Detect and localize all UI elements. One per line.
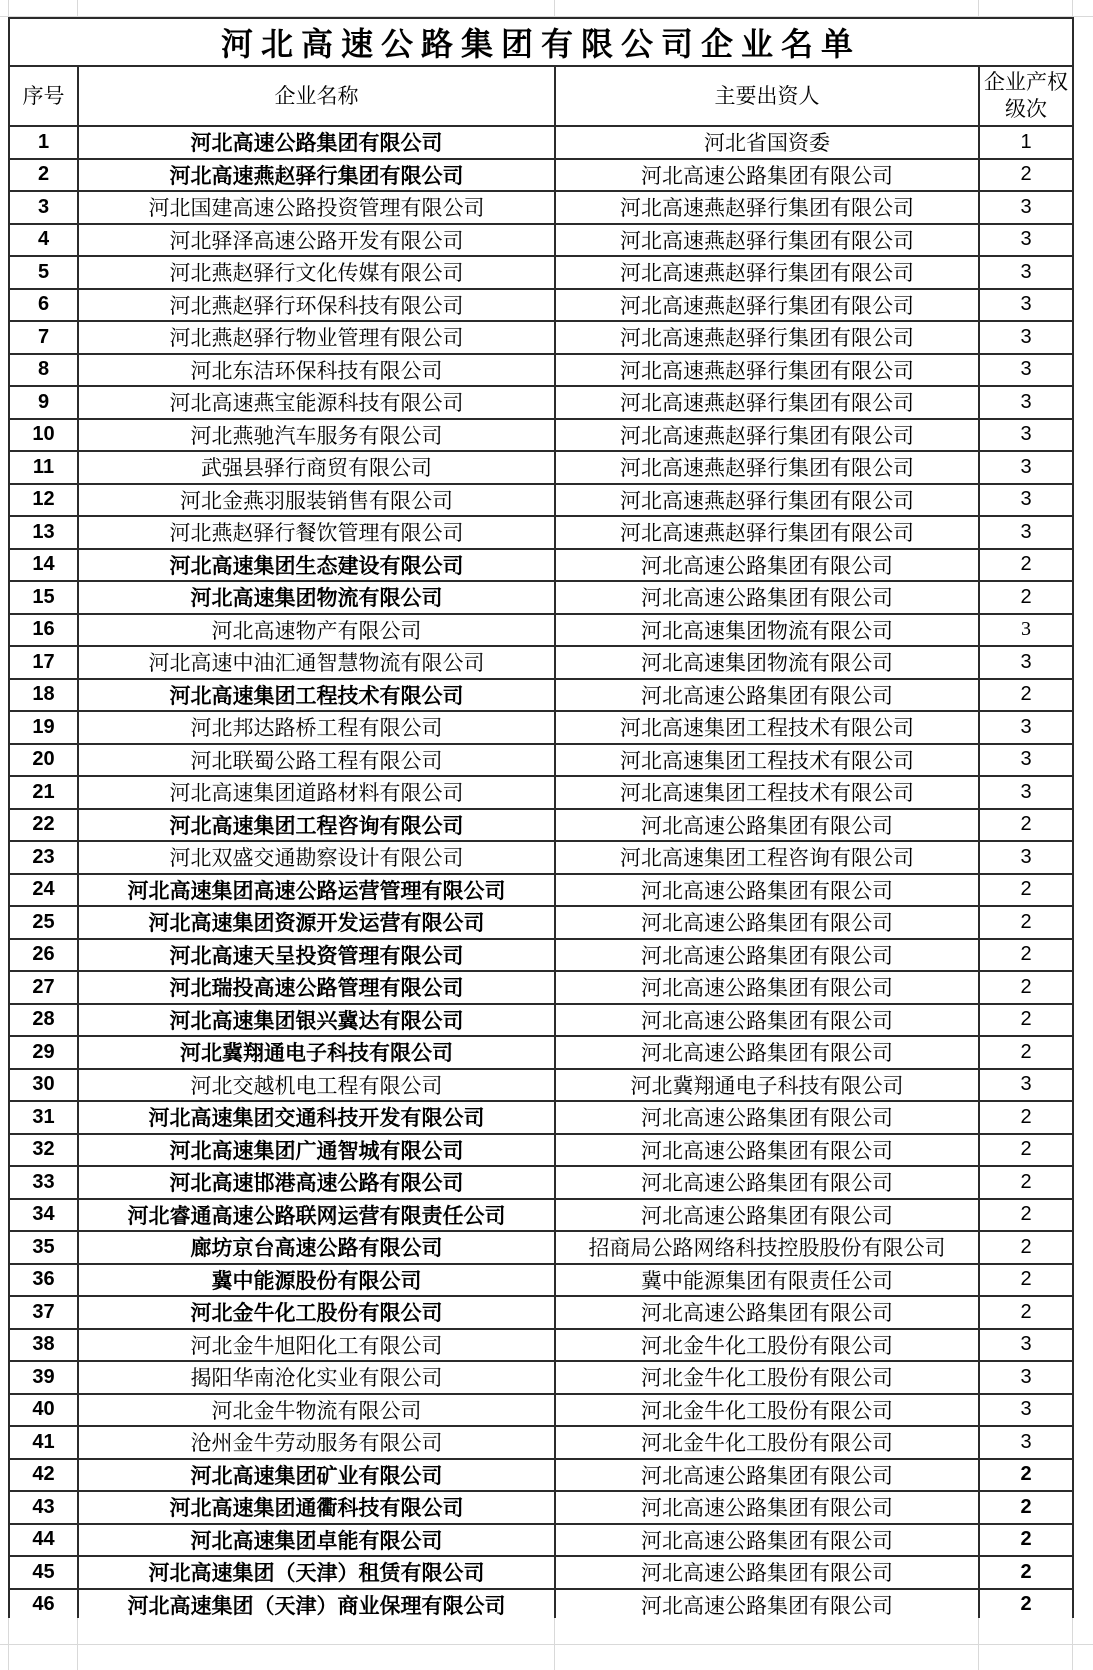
column-header-index[interactable]: 序号: [9, 66, 78, 126]
cell-equity-level[interactable]: 3: [979, 1394, 1073, 1427]
cell-investor[interactable]: 河北高速公路集团有限公司: [555, 874, 979, 907]
cell-row-number[interactable]: 29: [9, 1036, 78, 1069]
cell-investor[interactable]: 招商局公路网络科技控股股份有限公司: [555, 1231, 979, 1264]
cell-company-name[interactable]: 河北驿泽高速公路开发有限公司: [78, 224, 555, 257]
cell-company-name[interactable]: 揭阳华南沧化实业有限公司: [78, 1361, 555, 1394]
cell-investor[interactable]: 河北高速公路集团有限公司: [555, 971, 979, 1004]
table-row: [9, 321, 1073, 354]
cell-investor[interactable]: 河北金牛化工股份有限公司: [555, 1329, 979, 1362]
cell-company-name[interactable]: 河北交越机电工程有限公司: [78, 1069, 555, 1102]
cell-company-name[interactable]: 河北金牛化工股份有限公司: [78, 1296, 555, 1329]
cell-company-name[interactable]: 河北高速邯港高速公路有限公司: [78, 1166, 555, 1199]
cell-investor[interactable]: 河北省国资委: [555, 126, 979, 159]
cell-row-number[interactable]: 35: [9, 1231, 78, 1264]
table-row: [9, 1491, 1073, 1524]
cell-investor[interactable]: 河北高速燕赵驿行集团有限公司: [555, 419, 979, 452]
cell-row-number[interactable]: 42: [9, 1459, 78, 1492]
table-row: [9, 776, 1073, 809]
cell-equity-level[interactable]: 3: [979, 451, 1073, 484]
cell-equity-level[interactable]: 3: [979, 1069, 1073, 1102]
cell-company-name[interactable]: 河北高速集团银兴冀达有限公司: [78, 1004, 555, 1037]
cell-investor[interactable]: 河北高速公路集团有限公司: [555, 1556, 979, 1589]
gridline-vertical: [1072, 0, 1073, 16]
column-header-level-line2: 级次: [1005, 98, 1047, 121]
gridline-vertical: [554, 1618, 555, 1670]
cell-equity-level[interactable]: 2: [979, 1459, 1073, 1492]
table-row: [9, 1101, 1073, 1134]
cell-investor[interactable]: 河北高速燕赵驿行集团有限公司: [555, 354, 979, 387]
table-row: [9, 744, 1073, 777]
table-row: [9, 1199, 1073, 1232]
cell-row-number[interactable]: 10: [9, 419, 78, 452]
cell-company-name[interactable]: 河北高速公路集团有限公司: [78, 126, 555, 159]
cell-investor[interactable]: 冀中能源集团有限责任公司: [555, 1264, 979, 1297]
table-row: [9, 1459, 1073, 1492]
cell-equity-level[interactable]: 2: [979, 1556, 1073, 1589]
table-row: [9, 126, 1073, 159]
cell-row-number[interactable]: 30: [9, 1069, 78, 1102]
cell-equity-level[interactable]: 2: [979, 1589, 1073, 1622]
cell-row-number[interactable]: 31: [9, 1101, 78, 1134]
cell-equity-level[interactable]: 3: [979, 224, 1073, 257]
cell-equity-level[interactable]: 1: [979, 126, 1073, 159]
cell-row-number[interactable]: 25: [9, 906, 78, 939]
cell-company-name[interactable]: 河北高速集团资源开发运营有限公司: [78, 906, 555, 939]
cell-investor[interactable]: 河北高速集团物流有限公司: [555, 614, 979, 647]
cell-row-number[interactable]: 28: [9, 1004, 78, 1037]
table-row: [9, 581, 1073, 614]
cell-investor[interactable]: 河北高速集团物流有限公司: [555, 646, 979, 679]
cell-equity-level[interactable]: 3: [979, 711, 1073, 744]
cell-investor[interactable]: 河北高速公路集团有限公司: [555, 581, 979, 614]
cell-company-name[interactable]: 河北高速集团交通科技开发有限公司: [78, 1101, 555, 1134]
sheet-title[interactable]: 河北高速公路集团有限公司企业名单: [9, 18, 1073, 66]
cell-row-number[interactable]: 37: [9, 1296, 78, 1329]
gridline-vertical: [8, 0, 9, 16]
cell-company-name[interactable]: 河北高速燕赵驿行集团有限公司: [78, 159, 555, 192]
table-row: [9, 159, 1073, 192]
cell-equity-level[interactable]: 2: [979, 906, 1073, 939]
cell-equity-level[interactable]: 3: [979, 289, 1073, 322]
cell-equity-level[interactable]: 3: [979, 484, 1073, 517]
cell-row-number[interactable]: 27: [9, 971, 78, 1004]
table-row: [9, 256, 1073, 289]
cell-equity-level[interactable]: 2: [979, 159, 1073, 192]
cell-row-number[interactable]: 1: [9, 126, 78, 159]
cell-company-name[interactable]: 河北高速集团生态建设有限公司: [78, 549, 555, 582]
cell-equity-level[interactable]: 2: [979, 1134, 1073, 1167]
cell-row-number[interactable]: 33: [9, 1166, 78, 1199]
cell-row-number[interactable]: 41: [9, 1426, 78, 1459]
table-row: [9, 1589, 1073, 1622]
table-row: [9, 1036, 1073, 1069]
cell-investor[interactable]: 河北高速集团工程技术有限公司: [555, 744, 979, 777]
cell-row-number[interactable]: 40: [9, 1394, 78, 1427]
cell-company-name[interactable]: 河北高速中油汇通智慧物流有限公司: [78, 646, 555, 679]
cell-equity-level[interactable]: 2: [979, 809, 1073, 842]
cell-equity-level[interactable]: 2: [979, 1101, 1073, 1134]
cell-equity-level[interactable]: 2: [979, 971, 1073, 1004]
gridline-vertical: [77, 0, 78, 16]
table-row: [9, 1004, 1073, 1037]
table-row: [9, 1296, 1073, 1329]
cell-company-name[interactable]: 河北高速集团高速公路运营管理有限公司: [78, 874, 555, 907]
cell-investor[interactable]: 河北金牛化工股份有限公司: [555, 1361, 979, 1394]
cell-equity-level[interactable]: 2: [979, 679, 1073, 712]
cell-investor[interactable]: 河北高速燕赵驿行集团有限公司: [555, 224, 979, 257]
table-row: [9, 1361, 1073, 1394]
cell-equity-level[interactable]: 3: [979, 256, 1073, 289]
cell-investor[interactable]: 河北高速燕赵驿行集团有限公司: [555, 191, 979, 224]
cell-company-name[interactable]: 河北邦达路桥工程有限公司: [78, 711, 555, 744]
cell-company-name[interactable]: 河北金牛物流有限公司: [78, 1394, 555, 1427]
cell-row-number[interactable]: 38: [9, 1329, 78, 1362]
cell-investor[interactable]: 河北高速公路集团有限公司: [555, 939, 979, 972]
cell-equity-level[interactable]: 3: [979, 744, 1073, 777]
table-body: [9, 126, 1073, 1621]
cell-investor[interactable]: 河北高速公路集团有限公司: [555, 1134, 979, 1167]
cell-equity-level[interactable]: 2: [979, 1524, 1073, 1557]
cell-equity-level[interactable]: 3: [979, 646, 1073, 679]
gridline-vertical: [1072, 1618, 1073, 1670]
header-row: [9, 66, 1073, 126]
cell-row-number[interactable]: 14: [9, 549, 78, 582]
gridline-vertical: [77, 1618, 78, 1670]
cell-investor[interactable]: 河北高速燕赵驿行集团有限公司: [555, 451, 979, 484]
table-row: [9, 939, 1073, 972]
cell-investor[interactable]: 河北高速公路集团有限公司: [555, 1524, 979, 1557]
cell-row-number[interactable]: 36: [9, 1264, 78, 1297]
cell-company-name[interactable]: 廊坊京台高速公路有限公司: [78, 1231, 555, 1264]
cell-equity-level[interactable]: 3: [979, 776, 1073, 809]
cell-row-number[interactable]: 12: [9, 484, 78, 517]
table-row: [9, 484, 1073, 517]
cell-investor[interactable]: 河北高速公路集团有限公司: [555, 1589, 979, 1622]
cell-row-number[interactable]: 21: [9, 776, 78, 809]
table-row: [9, 1231, 1073, 1264]
cell-equity-level[interactable]: 2: [979, 1199, 1073, 1232]
cell-equity-level[interactable]: 3: [979, 419, 1073, 452]
cell-company-name[interactable]: 河北高速集团工程技术有限公司: [78, 679, 555, 712]
cell-company-name[interactable]: 河北联蜀公路工程有限公司: [78, 744, 555, 777]
cell-row-number[interactable]: 22: [9, 809, 78, 842]
cell-company-name[interactable]: 河北金牛旭阳化工有限公司: [78, 1329, 555, 1362]
column-header-investor[interactable]: 主要出资人: [555, 66, 979, 126]
sheet-gridlines-top: [0, 0, 1093, 17]
cell-equity-level[interactable]: 3: [979, 614, 1073, 647]
cell-row-number[interactable]: 46: [9, 1589, 78, 1622]
cell-company-name[interactable]: 河北金燕羽服装销售有限公司: [78, 484, 555, 517]
cell-company-name[interactable]: 河北高速集团卓能有限公司: [78, 1524, 555, 1557]
table-row: [9, 1394, 1073, 1427]
table-row: [9, 289, 1073, 322]
cell-equity-level[interactable]: 3: [979, 321, 1073, 354]
cell-company-name[interactable]: 河北高速物产有限公司: [78, 614, 555, 647]
cell-investor[interactable]: 河北高速公路集团有限公司: [555, 159, 979, 192]
cell-company-name[interactable]: 河北燕赵驿行餐饮管理有限公司: [78, 516, 555, 549]
cell-company-name[interactable]: 冀中能源股份有限公司: [78, 1264, 555, 1297]
cell-investor[interactable]: 河北冀翔通电子科技有限公司: [555, 1069, 979, 1102]
cell-row-number[interactable]: 2: [9, 159, 78, 192]
table-row: [9, 1524, 1073, 1557]
cell-row-number[interactable]: 15: [9, 581, 78, 614]
cell-equity-level[interactable]: 2: [979, 1036, 1073, 1069]
cell-row-number[interactable]: 26: [9, 939, 78, 972]
cell-investor[interactable]: 河北高速公路集团有限公司: [555, 1101, 979, 1134]
cell-row-number[interactable]: 19: [9, 711, 78, 744]
cell-row-number[interactable]: 17: [9, 646, 78, 679]
title-row: [9, 18, 1073, 66]
cell-company-name[interactable]: 河北燕驰汽车服务有限公司: [78, 419, 555, 452]
cell-row-number[interactable]: 20: [9, 744, 78, 777]
cell-row-number[interactable]: 13: [9, 516, 78, 549]
cell-equity-level[interactable]: 2: [979, 939, 1073, 972]
table-row: [9, 516, 1073, 549]
cell-investor[interactable]: 河北高速燕赵驿行集团有限公司: [555, 386, 979, 419]
cell-row-number[interactable]: 11: [9, 451, 78, 484]
cell-company-name[interactable]: 河北高速集团（天津）商业保理有限公司: [78, 1589, 555, 1622]
table-row: [9, 451, 1073, 484]
cell-investor[interactable]: 河北高速集团工程技术有限公司: [555, 711, 979, 744]
cell-company-name[interactable]: 河北瑞投高速公路管理有限公司: [78, 971, 555, 1004]
cell-row-number[interactable]: 39: [9, 1361, 78, 1394]
cell-investor[interactable]: 河北高速公路集团有限公司: [555, 1491, 979, 1524]
cell-equity-level[interactable]: 2: [979, 1231, 1073, 1264]
table-row: [9, 614, 1073, 647]
table-row: [9, 354, 1073, 387]
cell-equity-level[interactable]: 2: [979, 1166, 1073, 1199]
column-header-level-line1: 企业产权: [984, 71, 1068, 94]
cell-company-name[interactable]: 河北高速集团（天津）租赁有限公司: [78, 1556, 555, 1589]
cell-row-number[interactable]: 5: [9, 256, 78, 289]
table-row: [9, 224, 1073, 257]
cell-row-number[interactable]: 4: [9, 224, 78, 257]
cell-row-number[interactable]: 34: [9, 1199, 78, 1232]
cell-investor[interactable]: 河北高速公路集团有限公司: [555, 549, 979, 582]
gridline-vertical: [978, 1618, 979, 1670]
cell-investor[interactable]: 河北高速集团工程技术有限公司: [555, 776, 979, 809]
cell-company-name[interactable]: 河北高速天呈投资管理有限公司: [78, 939, 555, 972]
cell-investor[interactable]: 河北高速燕赵驿行集团有限公司: [555, 321, 979, 354]
cell-equity-level[interactable]: 3: [979, 354, 1073, 387]
cell-investor[interactable]: 河北高速公路集团有限公司: [555, 1296, 979, 1329]
cell-row-number[interactable]: 23: [9, 841, 78, 874]
column-header-name[interactable]: 企业名称: [78, 66, 555, 126]
cell-company-name[interactable]: 河北睿通高速公路联网运营有限责任公司: [78, 1199, 555, 1232]
cell-row-number[interactable]: 18: [9, 679, 78, 712]
cell-equity-level[interactable]: 2: [979, 874, 1073, 907]
cell-company-name[interactable]: 河北双盛交通勘察设计有限公司: [78, 841, 555, 874]
cell-investor[interactable]: 河北高速燕赵驿行集团有限公司: [555, 289, 979, 322]
gridline-vertical: [978, 0, 979, 16]
cell-equity-level[interactable]: 3: [979, 386, 1073, 419]
enterprise-table: [8, 17, 1074, 1622]
table-row: [9, 809, 1073, 842]
cell-row-number[interactable]: 43: [9, 1491, 78, 1524]
cell-row-number[interactable]: 44: [9, 1524, 78, 1557]
cell-row-number[interactable]: 45: [9, 1556, 78, 1589]
cell-row-number[interactable]: 32: [9, 1134, 78, 1167]
cell-investor[interactable]: 河北高速燕赵驿行集团有限公司: [555, 484, 979, 517]
cell-investor[interactable]: 河北金牛化工股份有限公司: [555, 1426, 979, 1459]
cell-company-name[interactable]: 武强县驿行商贸有限公司: [78, 451, 555, 484]
cell-company-name[interactable]: 沧州金牛劳动服务有限公司: [78, 1426, 555, 1459]
table-row: [9, 971, 1073, 1004]
cell-equity-level[interactable]: 3: [979, 841, 1073, 874]
cell-investor[interactable]: 河北高速燕赵驿行集团有限公司: [555, 516, 979, 549]
cell-company-name[interactable]: 河北高速集团广通智城有限公司: [78, 1134, 555, 1167]
table-row: [9, 679, 1073, 712]
cell-company-name[interactable]: 河北高速集团通衢科技有限公司: [78, 1491, 555, 1524]
table-row: [9, 906, 1073, 939]
table-row: [9, 1134, 1073, 1167]
table-row: [9, 1426, 1073, 1459]
table-row: [9, 1069, 1073, 1102]
cell-company-name[interactable]: 河北高速集团工程咨询有限公司: [78, 809, 555, 842]
gridline-vertical: [8, 1618, 9, 1670]
cell-company-name[interactable]: 河北燕赵驿行文化传媒有限公司: [78, 256, 555, 289]
cell-investor[interactable]: 河北高速公路集团有限公司: [555, 1004, 979, 1037]
cell-investor[interactable]: 河北高速公路集团有限公司: [555, 906, 979, 939]
cell-row-number[interactable]: 9: [9, 386, 78, 419]
cell-equity-level[interactable]: 3: [979, 1361, 1073, 1394]
table-row: [9, 711, 1073, 744]
gridline-vertical: [554, 0, 555, 16]
cell-row-number[interactable]: 3: [9, 191, 78, 224]
cell-company-name[interactable]: 河北高速集团物流有限公司: [78, 581, 555, 614]
cell-investor[interactable]: 河北高速公路集团有限公司: [555, 1166, 979, 1199]
cell-investor[interactable]: 河北高速公路集团有限公司: [555, 1199, 979, 1232]
table-row: [9, 1329, 1073, 1362]
table-row: [9, 646, 1073, 679]
cell-equity-level[interactable]: 2: [979, 581, 1073, 614]
cell-company-name[interactable]: 河北高速集团道路材料有限公司: [78, 776, 555, 809]
cell-row-number[interactable]: 24: [9, 874, 78, 907]
cell-equity-level[interactable]: 2: [979, 1296, 1073, 1329]
cell-company-name[interactable]: 河北国建高速公路投资管理有限公司: [78, 191, 555, 224]
cell-equity-level[interactable]: 2: [979, 549, 1073, 582]
cell-investor[interactable]: 河北高速集团工程咨询有限公司: [555, 841, 979, 874]
cell-investor[interactable]: 河北高速公路集团有限公司: [555, 809, 979, 842]
cell-row-number[interactable]: 6: [9, 289, 78, 322]
cell-company-name[interactable]: 河北燕赵驿行物业管理有限公司: [78, 321, 555, 354]
cell-investor[interactable]: 河北高速公路集团有限公司: [555, 1036, 979, 1069]
table-row: [9, 419, 1073, 452]
cell-investor[interactable]: 河北金牛化工股份有限公司: [555, 1394, 979, 1427]
cell-row-number[interactable]: 16: [9, 614, 78, 647]
table-row: [9, 1264, 1073, 1297]
cell-equity-level[interactable]: 3: [979, 1329, 1073, 1362]
table-row: [9, 841, 1073, 874]
sheet-gridlines-bottom: [0, 1618, 1093, 1670]
cell-row-number[interactable]: 8: [9, 354, 78, 387]
cell-equity-level[interactable]: 2: [979, 1491, 1073, 1524]
cell-company-name[interactable]: 河北冀翔通电子科技有限公司: [78, 1036, 555, 1069]
table-row: [9, 386, 1073, 419]
cell-equity-level[interactable]: 3: [979, 1426, 1073, 1459]
cell-investor[interactable]: 河北高速公路集团有限公司: [555, 679, 979, 712]
cell-company-name[interactable]: 河北燕赵驿行环保科技有限公司: [78, 289, 555, 322]
cell-equity-level[interactable]: 3: [979, 516, 1073, 549]
cell-company-name[interactable]: 河北高速集团矿业有限公司: [78, 1459, 555, 1492]
cell-company-name[interactable]: 河北东洁环保科技有限公司: [78, 354, 555, 387]
cell-investor[interactable]: 河北高速公路集团有限公司: [555, 1459, 979, 1492]
cell-equity-level[interactable]: 2: [979, 1264, 1073, 1297]
cell-row-number[interactable]: 7: [9, 321, 78, 354]
table-row: [9, 1166, 1073, 1199]
cell-equity-level[interactable]: 2: [979, 1004, 1073, 1037]
cell-company-name[interactable]: 河北高速燕宝能源科技有限公司: [78, 386, 555, 419]
table-row: [9, 874, 1073, 907]
table-row: [9, 191, 1073, 224]
gridline-horizontal: [0, 1644, 1093, 1645]
column-header-level[interactable]: [979, 66, 1073, 126]
cell-equity-level[interactable]: 3: [979, 191, 1073, 224]
table-row: [9, 1556, 1073, 1589]
table-row: [9, 549, 1073, 582]
cell-investor[interactable]: 河北高速燕赵驿行集团有限公司: [555, 256, 979, 289]
